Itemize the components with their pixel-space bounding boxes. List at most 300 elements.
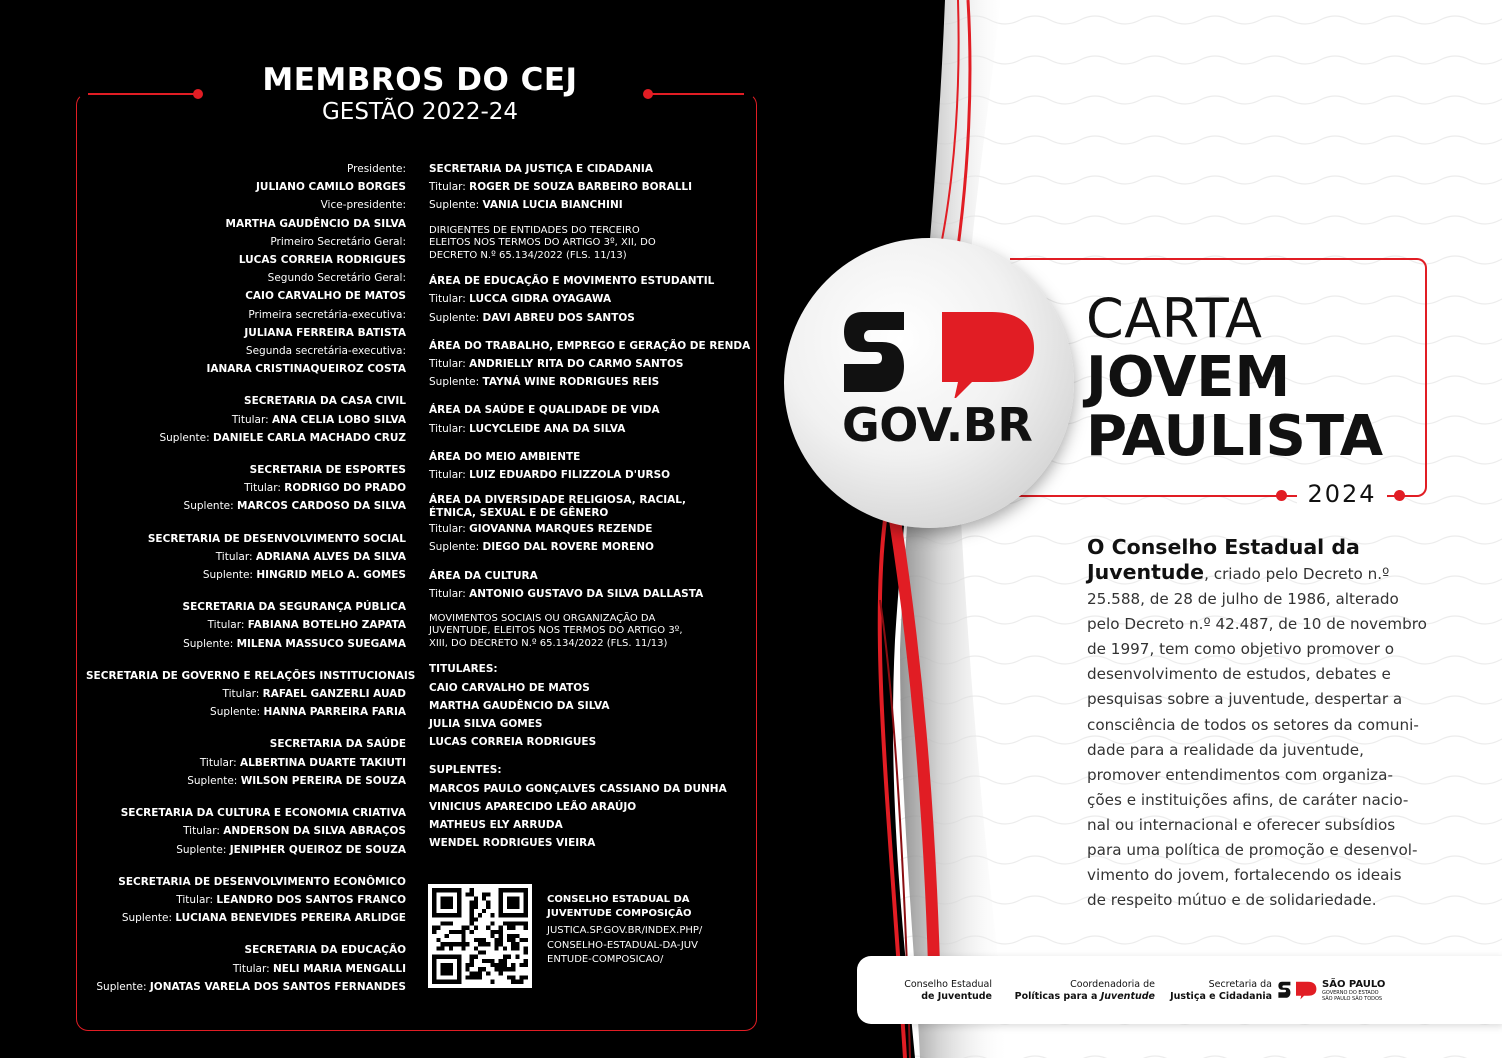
qr-module — [515, 946, 519, 950]
member-name: MATHEUS ELY ARRUDA — [429, 819, 563, 832]
spacer — [429, 751, 749, 761]
suplente-row — [429, 196, 749, 214]
role-label: Titular: — [429, 181, 470, 194]
titular-row — [429, 290, 749, 308]
qr-module — [445, 934, 449, 938]
role-label: Titular: — [244, 482, 285, 495]
qr-module — [499, 888, 528, 892]
footer-coord-text: Políticas para a — [1014, 991, 1101, 1002]
spacer — [86, 927, 406, 941]
qr-module — [520, 921, 524, 925]
qr-module — [440, 921, 444, 925]
qr-module — [470, 976, 474, 980]
intro-line: 25.588, de 28 de julho de 1986, alterado — [1087, 590, 1399, 609]
qr-module — [482, 967, 486, 971]
qr-module — [511, 963, 515, 967]
member-name: JONATAS VARELA DOS SANTOS FERNANDES — [149, 980, 406, 993]
qr-module — [499, 926, 503, 930]
member-name: CAIO CARVALHO DE MATOS — [429, 681, 590, 694]
qr-module — [495, 963, 499, 967]
titular-row — [429, 585, 749, 603]
qr-module — [436, 946, 440, 950]
suplente-row — [86, 429, 406, 447]
qr-module — [474, 926, 478, 930]
spacer — [429, 484, 749, 494]
secretaria-name: SECRETARIA DE DESENVOLVIMENTO SOCIAL — [147, 532, 406, 545]
qr-module — [474, 901, 478, 905]
member-name: MILENA MASSUCO SUEGAMA — [236, 637, 406, 650]
qr-module — [461, 930, 465, 934]
qr-module — [495, 938, 499, 942]
role-label: Segundo Secretário Geral: — [267, 272, 406, 285]
footer-coord-line: Coordenadoria de — [1070, 979, 1155, 990]
section-description: ELEITOS NOS TERMOS DO ARTIGO 3º, XII, DO — [429, 237, 656, 249]
member-name: TAYNÁ WINE RODRIGUES REIS — [482, 376, 660, 389]
area-name: ÁREA DE EDUCAÇÃO E MOVIMENTO ESTUDANTIL — [429, 275, 715, 288]
qr-module — [515, 942, 519, 946]
member-name: RAFAEL GANZERLI AUAD — [262, 688, 406, 701]
intro-line: de respeito mútuo e de solidariedade. — [1087, 891, 1377, 910]
section-description: DECRETO N.º 65.134/2022 (FLS. 11/13) — [429, 249, 627, 261]
qr-module — [495, 930, 499, 934]
spacer — [86, 859, 406, 873]
qr-module — [478, 971, 482, 975]
footer-coord-text: Juventude — [1100, 991, 1155, 1002]
qr-module — [470, 959, 474, 963]
qr-module — [515, 921, 519, 925]
role-label: Suplente: — [121, 912, 176, 925]
qr-module — [432, 930, 436, 934]
qr-module — [524, 959, 528, 963]
qr-module — [470, 963, 474, 967]
qr-module — [507, 896, 519, 908]
qr-module — [499, 971, 503, 975]
role-label: Primeiro Secretário Geral: — [270, 235, 406, 248]
qr-module — [499, 934, 503, 938]
member-name: DANIELE CARLA MACHADO CRUZ — [212, 431, 406, 444]
member-name: WENDEL RODRIGUES VIEIRA — [429, 837, 596, 850]
qr-module — [436, 926, 440, 930]
sp-state-name: SÃO PAULO — [1322, 979, 1386, 990]
qr-module — [490, 980, 494, 984]
sp-logo-icon — [842, 308, 1042, 398]
qr-module — [474, 971, 478, 975]
intro-paragraph — [1087, 535, 1432, 913]
suplente-row — [86, 841, 406, 859]
area-name: ÁREA DO MEIO AMBIENTE — [429, 450, 581, 463]
qr-module — [474, 955, 478, 959]
cover-year: 2024 — [1297, 480, 1387, 508]
suplente-row — [86, 909, 406, 927]
role-label: Titular: — [183, 825, 224, 838]
member-name: LUCCA GIDRA OYAGAWA — [469, 293, 612, 306]
qr-module — [511, 934, 515, 938]
qr-module — [449, 946, 453, 950]
qr-url-line: CONSELHO-ESTADUAL-DA-JUV — [547, 939, 698, 951]
qr-module — [453, 930, 457, 934]
spacer — [429, 391, 749, 401]
member-name: ALBERTINA DUARTE TAKIUTI — [239, 756, 406, 769]
qr-module — [507, 955, 511, 959]
member-name: NELI MARIA MENGALLI — [272, 962, 406, 975]
titular-row — [86, 891, 406, 909]
member-name: LUCIANA BENEVIDES PEREIRA ARLIDGE — [175, 912, 406, 925]
role-label: Titular: — [429, 587, 470, 600]
titular-row — [429, 420, 749, 438]
qr-module — [478, 951, 482, 955]
qr-module — [465, 892, 469, 896]
cover-frame-dot-left — [1276, 490, 1287, 501]
sp-state-line: SÃO PAULO SÃO TODOS — [1322, 996, 1383, 1002]
qr-module — [474, 896, 478, 900]
spacer — [86, 721, 406, 735]
member-name: CAIO CARVALHO DE MATOS — [245, 290, 406, 303]
qr-module — [503, 959, 507, 963]
role-label: Suplente: — [210, 706, 264, 719]
qr-title-line: JUVENTUDE COMPOSIÇÃO — [547, 908, 692, 919]
area-name: ÁREA DO TRABALHO, EMPREGO E GERAÇÃO DE RENDA — [429, 339, 751, 352]
role-label: Suplente: — [159, 431, 213, 444]
qr-module — [486, 971, 490, 975]
qr-module — [511, 946, 515, 950]
secretaria-name: SECRETARIA DA JUSTIÇA E CIDADANIA — [429, 163, 653, 175]
qr-module — [495, 967, 499, 971]
qr-module — [511, 926, 515, 930]
qr-title-line: CONSELHO ESTADUAL DA — [547, 894, 690, 905]
role-label: Vice-presidente: — [320, 199, 406, 212]
intro-line: vimento do jovem, fortalecendo os ideais — [1087, 866, 1402, 885]
intro-line: , criado pelo Decreto n.º — [1204, 565, 1390, 583]
spacer — [86, 378, 406, 392]
qr-module — [465, 963, 469, 967]
role-label: Suplente: — [176, 843, 230, 856]
qr-module — [432, 980, 461, 984]
qr-module — [503, 963, 507, 967]
member-name: ANDRIELLY RITA DO CARMO SANTOS — [469, 357, 684, 370]
sp-state-line: GOVERNO DO ESTADO — [1322, 990, 1379, 996]
qr-module — [524, 921, 528, 925]
role-label: Suplente: — [96, 980, 150, 993]
spacer — [429, 603, 749, 613]
qr-module — [445, 942, 449, 946]
qr-module — [461, 926, 465, 930]
intro-line: consciência de todos os setores da comuni- — [1087, 715, 1419, 734]
qr-module — [486, 905, 490, 909]
qr-module — [503, 955, 507, 959]
qr-module — [511, 980, 515, 984]
spacer — [429, 557, 749, 567]
titular-row — [429, 355, 749, 373]
intro-line: promover entendimentos com organiza- — [1087, 765, 1393, 784]
member-name: VANIA LUCIA BIANCHINI — [482, 199, 623, 212]
spacer — [86, 447, 406, 461]
qr-module — [520, 980, 524, 984]
qr-module — [482, 942, 486, 946]
frame-dot-left — [193, 89, 203, 99]
member-name: JENIPHER QUEIROZ DE SOUZA — [229, 843, 406, 856]
qr-module — [470, 913, 474, 917]
intro-highlight: Juventude — [1087, 560, 1205, 584]
role-label: Titular: — [429, 357, 470, 370]
qr-module — [482, 892, 486, 896]
suplente-row — [86, 566, 406, 584]
member-name: JULIANA FERREIRA BATISTA — [244, 326, 406, 339]
member-name: ANTONIO GUSTAVO DA SILVA DALLASTA — [469, 587, 704, 600]
qr-module — [449, 921, 453, 925]
qr-title — [547, 893, 691, 921]
qr-module — [457, 930, 461, 934]
qr-module — [486, 959, 490, 963]
intro-line: de 1997, tem como objetivo promover o — [1087, 640, 1394, 659]
role-label: Primeira secretária-executiva: — [248, 308, 406, 321]
secretaria-name: SECRETARIA DE ESPORTES — [249, 464, 406, 477]
area-name: ÁREA DA SAÚDE E QUALIDADE DE VIDA — [429, 404, 660, 417]
members-subtitle: GESTÃO 2022-24 — [321, 99, 519, 125]
qr-module — [499, 967, 503, 971]
qr-module — [499, 888, 503, 917]
footer-cej — [880, 979, 992, 1003]
sp-mini-logo-icon — [1278, 979, 1318, 1001]
member-name: RODRIGO DO PRADO — [284, 482, 406, 495]
suplente-row — [86, 703, 406, 721]
qr-module — [515, 980, 519, 984]
cover-title-line2: JOVEM — [1086, 345, 1291, 410]
suplente-row — [86, 497, 406, 515]
role-label: Titular: — [222, 688, 263, 701]
qr-module — [486, 942, 490, 946]
role-label: Presidente: — [347, 163, 406, 175]
qr-module — [482, 951, 486, 955]
intro-line: dade para a realidade da juventude, — [1087, 740, 1364, 759]
qr-module — [507, 976, 511, 980]
qr-module — [432, 888, 436, 917]
spacer — [429, 262, 749, 272]
section-description: XIII, DO DECRETO N.º 65.134/2022 (FLS. 11/13) — [429, 637, 668, 649]
qr-module — [461, 942, 465, 946]
qr-module — [453, 942, 457, 946]
qr-module — [470, 892, 474, 896]
qr-module — [465, 976, 469, 980]
secretaria-name: SECRETARIA DA CASA CIVIL — [244, 395, 406, 408]
qr-module — [461, 946, 465, 950]
role-label: Suplente: — [429, 199, 483, 212]
titular-row — [429, 178, 749, 196]
qr-module — [515, 955, 519, 959]
role-label: Titular: — [429, 293, 470, 306]
qr-module — [490, 934, 494, 938]
qr-module — [511, 938, 515, 942]
qr-module — [486, 901, 490, 905]
gov-br-text: GOV.BR — [842, 398, 1033, 452]
qr-code[interactable] — [428, 884, 532, 988]
qr-module — [482, 938, 486, 942]
secretaria-name: SECRETARIA DA EDUCAÇÃO — [244, 944, 406, 957]
titular-row — [86, 548, 406, 566]
secretaria-name: SECRETARIA DA CULTURA E ECONOMIA CRIATIVA — [120, 807, 406, 820]
spacer — [86, 653, 406, 667]
qr-module — [440, 963, 452, 975]
footer-secretaria — [1160, 979, 1272, 1003]
qr-module — [507, 926, 511, 930]
qr-module — [470, 917, 474, 921]
qr-module — [511, 976, 515, 980]
titular-row — [86, 616, 406, 634]
members-title: MEMBROS DO CEJ — [262, 62, 578, 98]
qr-module — [486, 926, 490, 930]
member-name: MARCOS CARDOSO DA SILVA — [237, 500, 406, 513]
qr-module — [482, 959, 486, 963]
qr-module — [470, 905, 474, 909]
qr-module — [520, 976, 524, 980]
suplentes-label: SUPLENTES: — [429, 764, 502, 777]
qr-module — [482, 896, 486, 900]
member-name: ANDERSON DA SILVA ABRAÇOS — [223, 825, 406, 838]
role-label: Titular: — [176, 893, 217, 906]
qr-module — [511, 967, 515, 971]
titular-row — [86, 685, 406, 703]
qr-module — [511, 942, 515, 946]
role-label: Titular: — [231, 413, 272, 426]
intro-line: pesquisas sobre a juventude, despertar a — [1087, 690, 1403, 709]
qr-module — [524, 946, 528, 950]
member-name: HINGRID MELO A. GOMES — [256, 569, 406, 582]
qr-module — [520, 938, 524, 942]
qr-module — [432, 955, 461, 959]
qr-module — [474, 938, 478, 942]
qr-module — [474, 976, 478, 980]
member-name: ROGER DE SOUZA BARBEIRO BORALLI — [469, 181, 693, 194]
qr-module — [507, 938, 511, 942]
secretaria-name: SECRETARIA DA SEGURANÇA PÚBLICA — [182, 601, 406, 614]
role-label: Suplente: — [429, 541, 483, 554]
qr-module — [490, 913, 494, 917]
member-name: ANA CELIA LOBO SILVA — [271, 413, 406, 426]
section-description: DIRIGENTES DE ENTIDADES DO TERCEIRO — [429, 224, 640, 236]
qr-module — [440, 942, 444, 946]
qr-module — [507, 934, 511, 938]
qr-module — [478, 938, 482, 942]
qr-module — [499, 913, 528, 917]
spacer — [86, 516, 406, 530]
qr-module — [470, 955, 474, 959]
qr-url[interactable] — [547, 924, 702, 968]
area-name: ÉTNICA, SEXUAL E DE GÊNERO — [429, 507, 609, 520]
footer-cej-line: Conselho Estadual — [904, 979, 992, 990]
qr-module — [482, 909, 486, 913]
qr-module — [461, 934, 465, 938]
member-name: MARCOS PAULO GONÇALVES CASSIANO DA DUNHA — [429, 782, 727, 795]
member-name: IANARA CRISTINAQUEIROZ COSTA — [206, 363, 406, 376]
qr-module — [465, 926, 469, 930]
qr-module — [465, 942, 469, 946]
qr-module — [524, 951, 528, 955]
section-description: JUVENTUDE, ELEITOS NOS TERMOS DO ARTIGO 3º, — [429, 625, 683, 637]
intro-highlight: O Conselho Estadual da — [1087, 535, 1360, 559]
intro-line: nal ou internacional e oferecer subsídios — [1087, 815, 1396, 834]
qr-module — [432, 926, 436, 930]
role-label: Titular: — [232, 962, 273, 975]
member-name: DIEGO DAL ROVERE MORENO — [482, 541, 654, 554]
titulares-label: TITULARES: — [429, 663, 498, 676]
sp-government-logo-text — [1322, 979, 1385, 1002]
members-left-column — [86, 160, 416, 996]
qr-module — [490, 963, 494, 967]
member-name: LUCAS CORREIA RODRIGUES — [238, 254, 406, 267]
spacer — [429, 215, 749, 225]
role-label: Titular: — [429, 468, 470, 481]
qr-module — [440, 896, 452, 908]
qr-module — [470, 909, 474, 913]
suplente-row — [429, 373, 749, 391]
section-description: MOVIMENTOS SOCIAIS OU ORGANIZAÇÃO DA — [429, 612, 656, 624]
qr-module — [457, 955, 461, 984]
secretaria-name: SECRETARIA DE GOVERNO E RELAÇÕES INSTITUCIONAIS — [86, 669, 416, 682]
intro-line: ções e instituições afins, de caráter nacio- — [1087, 790, 1409, 809]
qr-module — [495, 946, 499, 950]
qr-module — [499, 930, 503, 934]
spacer — [429, 327, 749, 337]
intro-line: desenvolvimento de estudos, debates e — [1087, 665, 1391, 684]
qr-module — [524, 963, 528, 967]
role-label: Suplente: — [429, 376, 483, 389]
member-name: VINICIUS APARECIDO LEÃO ARAÚJO — [429, 800, 637, 813]
suplente-row — [429, 309, 749, 327]
qr-module — [499, 938, 503, 942]
area-name: ÁREA DA DIVERSIDADE RELIGIOSA, RACIAL, — [429, 494, 686, 507]
role-label: Titular: — [207, 619, 248, 632]
qr-module — [474, 905, 478, 909]
qr-module — [499, 942, 503, 946]
footer-cej-line: de Juventude — [921, 991, 992, 1002]
qr-module — [432, 888, 461, 892]
qr-module — [465, 967, 469, 971]
qr-module — [478, 913, 482, 917]
qr-module — [470, 888, 474, 892]
role-label: Suplente: — [183, 500, 238, 513]
qr-module — [524, 976, 528, 980]
qr-module — [457, 942, 461, 946]
member-name: HANNA PARREIRA FARIA — [263, 706, 406, 719]
qr-module — [470, 930, 474, 934]
qr-module — [474, 917, 478, 921]
member-name: LUIZ EDUARDO FILIZZOLA D'URSO — [469, 468, 671, 481]
role-label: Suplente: — [202, 569, 257, 582]
suplente-row — [86, 978, 406, 996]
qr-module — [470, 971, 474, 975]
role-label: Titular: — [199, 756, 240, 769]
qr-url-line: JUSTICA.SP.GOV.BR/INDEX.PHP/ — [547, 925, 703, 936]
frame-dot-right — [643, 89, 653, 99]
titular-row — [86, 411, 406, 429]
qr-url-line: ENTUDE-COMPOSICAO/ — [547, 954, 664, 965]
titular-row — [86, 479, 406, 497]
qr-module — [499, 959, 503, 963]
role-label: Titular: — [429, 523, 470, 536]
qr-module — [457, 888, 461, 917]
member-name: LEANDRO DOS SANTOS FRANCO — [216, 893, 406, 906]
qr-module — [524, 938, 528, 942]
cover-title-line1: CARTA — [1086, 287, 1263, 350]
qr-module — [449, 942, 453, 946]
qr-module — [520, 963, 524, 967]
qr-module — [490, 959, 494, 963]
qr-module — [503, 967, 507, 971]
qr-module — [507, 967, 511, 971]
qr-module — [436, 938, 440, 942]
footer-coordenadoria — [1000, 979, 1155, 1003]
member-name: WILSON PEREIRA DE SOUZA — [240, 774, 406, 787]
spacer — [429, 650, 749, 660]
